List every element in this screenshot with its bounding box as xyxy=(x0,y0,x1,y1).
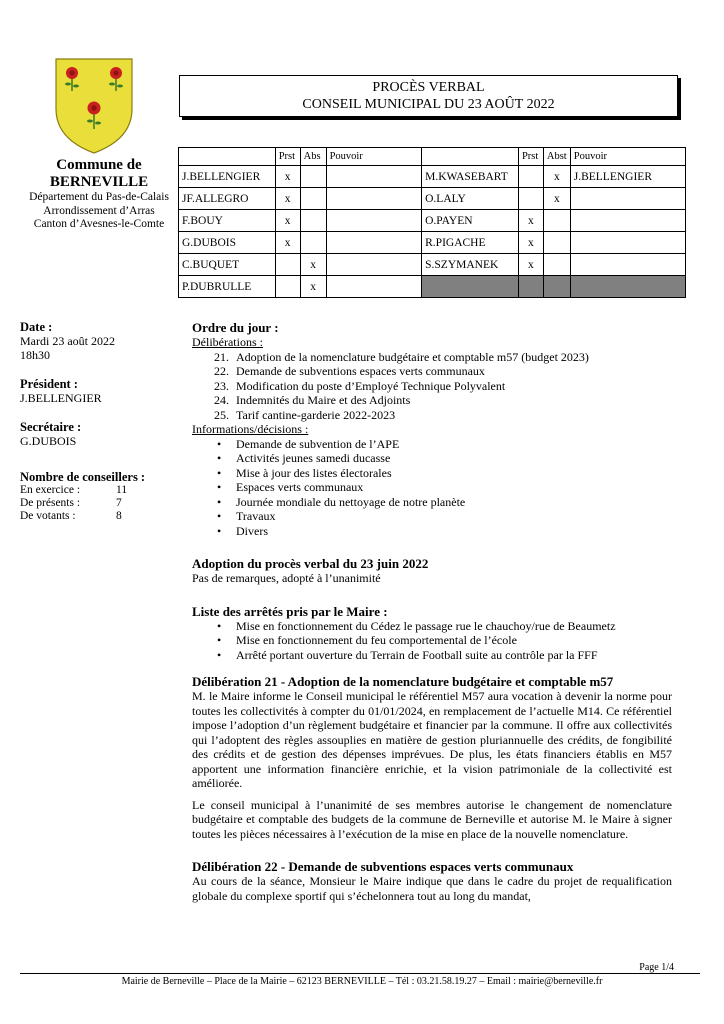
absent-mark xyxy=(543,254,570,276)
table-row xyxy=(179,166,686,188)
count-row xyxy=(20,484,180,497)
commune-name: BERNEVILLE xyxy=(49,174,149,190)
list-item: 24. Indemnités du Maire et des Adjoints xyxy=(214,393,411,407)
list-item: 23. Modification du poste d’Employé Technique Polyvalent xyxy=(214,378,506,393)
absent-mark: x xyxy=(300,254,326,276)
member-name: S.SZYMANEK xyxy=(422,254,519,276)
delib21-para1: M. le Maire informe le Conseil municipal le référentiel M57 aura vocation à devenir la norme pour toutes les collectivités à compter du 01/01/2024, en remplacement de l’actuelle M14. Ce référentiel impose l’adoption d’un règlement budgétaire et financier par la commune. Il offre aux collectivités qui l’adoptent des règles assouplies en matière de gestion pluriannuelle des crédits, de fongibilité des crédits et de gestion des dépenses imprévues. De plus, les états financiers établis en M57 apportent une information financière enrichie, et la vision patrimoniale de la collectivité est améliorée. xyxy=(192,689,672,790)
table-row xyxy=(179,276,686,298)
document-title-box xyxy=(179,75,678,117)
member-name: C.BUQUET xyxy=(179,254,276,276)
absent-mark xyxy=(300,210,326,232)
proxy-cell xyxy=(570,210,685,232)
member-name: O.LALY xyxy=(422,188,519,210)
empty-grey-cell xyxy=(422,276,519,298)
absent-mark: x xyxy=(543,166,570,188)
list-item: 25. Tarif cantine-garderie 2022-2023 xyxy=(214,407,396,422)
proxy-cell xyxy=(326,232,422,254)
bullet-icon: • xyxy=(217,451,222,465)
present-mark xyxy=(518,166,543,188)
member-name: P.DUBRULLE xyxy=(179,276,276,298)
table-row xyxy=(179,188,686,210)
absent-mark xyxy=(543,232,570,254)
member-name: JF.ALLEGRO xyxy=(179,188,276,210)
president-label: Président : xyxy=(20,377,78,391)
count-value: 7 xyxy=(116,497,122,509)
present-mark xyxy=(518,188,543,210)
count-label: En exercice : xyxy=(20,484,81,496)
commune-crest-logo xyxy=(54,57,134,155)
count-value: 11 xyxy=(116,484,128,496)
empty-grey-cell xyxy=(570,276,685,298)
proxy-cell: J.BELLENGIER xyxy=(570,166,685,188)
informations-label: Informations/décisions : xyxy=(192,422,309,436)
bullet-icon: • xyxy=(217,647,222,662)
list-item: • Activités jeunes samedi ducasse xyxy=(214,451,672,466)
commune-canton: Canton d’Avesnes-le-Comte xyxy=(33,218,165,230)
absent-mark: x xyxy=(300,276,326,298)
proxy-cell xyxy=(326,210,422,232)
absent-mark xyxy=(300,188,326,210)
member-name: G.DUBOIS xyxy=(179,232,276,254)
date-label: Date : xyxy=(20,320,53,334)
count-row xyxy=(20,510,180,523)
proxy-cell xyxy=(570,188,685,210)
present-mark xyxy=(275,254,300,276)
agenda-title: Ordre du jour : xyxy=(192,320,279,335)
commune-block xyxy=(14,157,184,232)
attendance-table xyxy=(178,147,686,298)
delib22-para1: Au cours de la séance, Monsieur le Maire indique que dans le cadre du projet de requalification globale du complexe sportif qui s’échelonnera tout au long du mandat, xyxy=(192,874,672,903)
header-cell: Prst xyxy=(275,148,300,166)
list-item: 21. Adoption de la nomenclature budgétaire et comptable m57 (budget 2023) xyxy=(214,349,589,364)
commune-department: Département du Pas-de-Calais xyxy=(29,191,169,203)
bullet-icon: • xyxy=(217,633,222,647)
time-value: 18h30 xyxy=(20,348,50,362)
secretaire-value: G.DUBOIS xyxy=(20,434,77,448)
count-row xyxy=(20,497,180,510)
member-name: M.KWASEBART xyxy=(422,166,519,188)
bullet-icon: • xyxy=(217,465,222,480)
date-value: Mardi 23 août 2022 xyxy=(20,334,115,348)
informations-list xyxy=(214,437,672,539)
bullet-icon: • xyxy=(217,436,222,451)
absent-mark: x xyxy=(543,188,570,210)
absent-mark xyxy=(300,166,326,188)
present-mark: x xyxy=(275,210,300,232)
commune-label: Commune de xyxy=(56,157,142,173)
present-mark: x xyxy=(275,232,300,254)
bullet-icon: • xyxy=(217,480,222,494)
bullet-icon: • xyxy=(217,618,222,633)
president-value: J.BELLENGIER xyxy=(20,391,102,405)
present-mark: x xyxy=(518,232,543,254)
present-mark: x xyxy=(275,166,300,188)
page-number: Page 1/4 xyxy=(639,962,674,973)
arretes-title: Liste des arrêtés pris par le Maire : xyxy=(192,603,388,619)
proxy-cell xyxy=(570,254,685,276)
count-label: De présents : xyxy=(20,497,81,509)
footer-divider xyxy=(20,973,700,974)
conseillers-label: Nombre de conseillers : xyxy=(20,470,146,484)
bullet-icon: • xyxy=(217,509,222,523)
list-item: 22. Demande de subventions espaces verts communaux xyxy=(214,364,485,378)
commune-arrondissement: Arrondissement d’Arras xyxy=(43,204,155,217)
list-item: • Espaces verts communaux xyxy=(214,480,672,495)
list-item: • Mise en fonctionnement du feu comportemental de l’école xyxy=(214,633,672,648)
present-mark: x xyxy=(275,188,300,210)
proxy-cell xyxy=(326,254,422,276)
arretes-list xyxy=(214,619,672,663)
count-label: De votants : xyxy=(20,510,76,522)
proxy-cell xyxy=(326,276,422,298)
member-name: O.PAYEN xyxy=(422,210,519,232)
header-cell: Pouvoir xyxy=(570,148,685,166)
list-item: • Arrêté portant ouverture du Terrain de Football suite au contrôle par la FFF xyxy=(214,648,672,663)
main-content xyxy=(192,320,672,903)
secretaire-label: Secrétaire : xyxy=(20,420,82,434)
list-item: • Journée mondiale du nettoyage de notre planète xyxy=(214,495,672,510)
adoption-title: Adoption du procès verbal du 23 juin 2022 xyxy=(192,556,429,571)
bullet-icon: • xyxy=(217,494,222,509)
document-title: PROCÈS VERBAL xyxy=(372,80,485,95)
delib21-para2: Le conseil municipal à l’unanimité de ses membres autorise le changement de nomenclature budgétaire et comptable des budgets de la commune de Berneville et autorise M. le Maire à signer toutes les pièces nécessaires à l’exécution de la mise en place de la nouvelle nomenclature. xyxy=(192,797,672,841)
footer-address: Mairie de Berneville – Place de la Mairie – 62123 BERNEVILLE – Tél : 03.21.58.19.27 – Email : mairie@berneville.fr xyxy=(121,976,603,987)
absent-mark xyxy=(543,210,570,232)
header-cell: Abst xyxy=(543,148,570,166)
table-row xyxy=(179,254,686,276)
delib22-title: Délibération 22 - Demande de subventions espaces verts communaux xyxy=(192,859,574,874)
header-cell: Pouvoir xyxy=(326,148,422,166)
proxy-cell xyxy=(570,232,685,254)
table-row xyxy=(179,232,686,254)
header-cell: Prst xyxy=(518,148,543,166)
document-subtitle: CONSEIL MUNICIPAL DU 23 AOÛT 2022 xyxy=(302,97,555,112)
member-name: J.BELLENGIER xyxy=(179,166,276,188)
list-item: • Demande de subvention de l’APE xyxy=(214,437,672,452)
list-item: • Mise à jour des listes électorales xyxy=(214,466,672,481)
adoption-text: Pas de remarques, adopté à l’unanimité xyxy=(192,571,381,585)
list-item: • Divers xyxy=(214,524,672,539)
delib21-title: Délibération 21 - Adoption de la nomenclature budgétaire et comptable m57 xyxy=(192,674,614,689)
meeting-info xyxy=(20,320,180,538)
list-item: • Travaux xyxy=(214,509,672,524)
member-name: F.BOUY xyxy=(179,210,276,232)
header-cell: Abs xyxy=(300,148,326,166)
deliberations-list xyxy=(214,350,672,423)
present-mark xyxy=(275,276,300,298)
table-row xyxy=(179,210,686,232)
bullet-icon: • xyxy=(217,523,222,538)
list-item: • Mise en fonctionnement du Cédez le passage rue le chauchoy/rue de Beaumetz xyxy=(214,619,672,634)
member-name: R.PIGACHE xyxy=(422,232,519,254)
proxy-cell xyxy=(326,166,422,188)
empty-grey-cell xyxy=(518,276,543,298)
attendance-header-row xyxy=(179,148,686,166)
empty-grey-cell xyxy=(543,276,570,298)
present-mark: x xyxy=(518,210,543,232)
absent-mark xyxy=(300,232,326,254)
proxy-cell xyxy=(326,188,422,210)
count-value: 8 xyxy=(116,510,122,522)
present-mark: x xyxy=(518,254,543,276)
deliberations-label: Délibérations : xyxy=(192,335,263,349)
